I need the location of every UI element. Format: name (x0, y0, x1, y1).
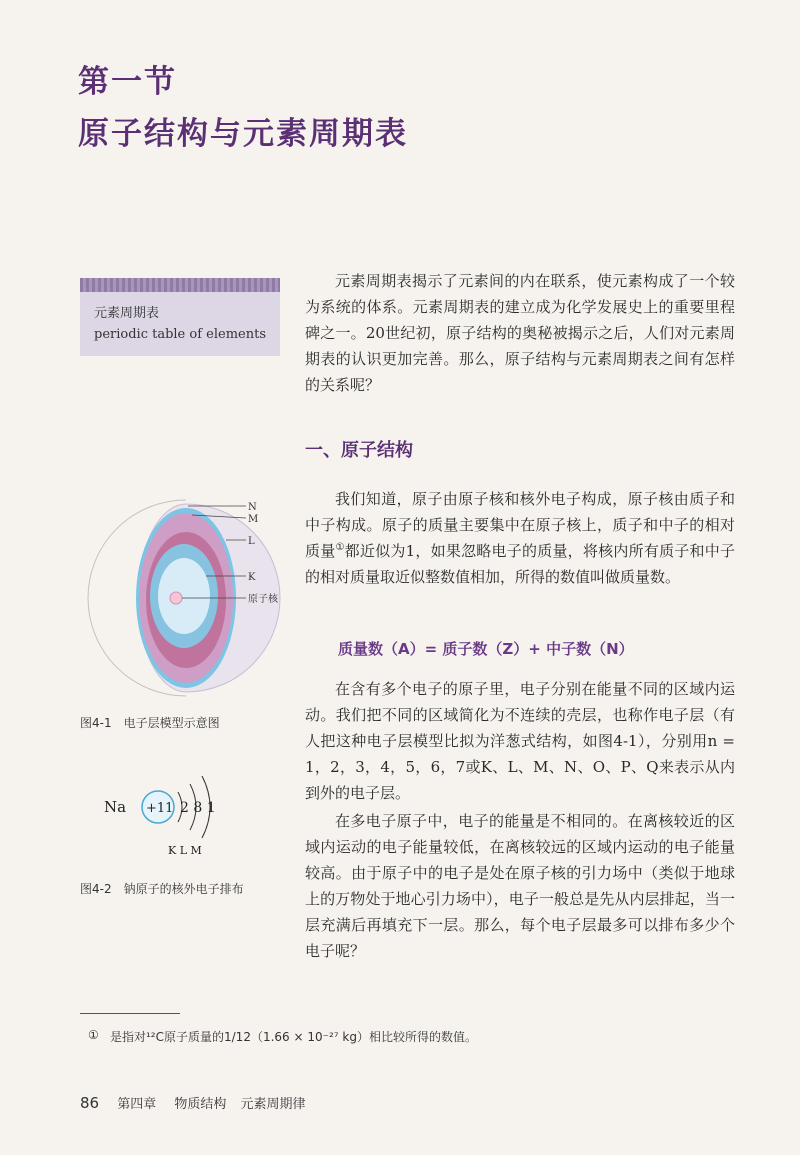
section-name: 原子结构与元素周期表 (78, 116, 408, 152)
para1-text-before: 我们知道，原子由原子核和核外电子构成，原子核由质子和中子构成。原子的质量主要集中在原子核上，质子和中子的相对质量 (305, 490, 735, 560)
paragraph-block-3 (305, 808, 735, 964)
key-term-english: periodic table of elements (94, 327, 266, 342)
mass-number-formula: 质量数（A）= 质子数（Z）+ 中子数（N） (338, 640, 634, 658)
label-k: K (248, 572, 256, 583)
footnote-mark: ① (88, 1028, 99, 1042)
element-symbol: Na (104, 798, 127, 816)
footer-topic-1: 物质结构 (174, 1097, 227, 1112)
figure1-caption: 图4-1 电子层模型示意图 (80, 716, 220, 730)
figure2-caption: 图4-2 钠原子的核外电子排布 (80, 882, 244, 896)
section-number: 第一节 (78, 64, 177, 100)
footnote-ref: ① (335, 542, 345, 553)
footer-topic-2: 元素周期律 (240, 1097, 306, 1112)
footnote-text: 是指对¹²C原子质量的1/12（1.66 × 10⁻²⁷ kg）相比较所得的数值。 (110, 1030, 477, 1044)
shell-k (158, 558, 210, 634)
paragraph-block-2 (305, 676, 735, 806)
section-heading: 一、原子结构 (305, 440, 413, 461)
nucleus-charge: +11 (146, 801, 174, 816)
label-m: M (248, 514, 259, 525)
key-term-box (80, 278, 280, 356)
paragraph-block-1 (305, 486, 735, 590)
label-n: N (248, 502, 257, 513)
electron-counts: 2 8 1 (180, 800, 216, 816)
electron-shell-model-figure (76, 488, 296, 708)
paragraph-energy-levels: 在多电子原子中，电子的能量是不相同的。在离核较近的区域内运动的电子能量较低，在离核较远的区域内运动的电子能量较高。由于原子中的电子是处在原子核的引力场中（类似于地球上的万物处于地心引力场中），电子一般总是先从内层排起，当一层充满后再填充下一层。那么，每个电子层最多可以排布多少个电子呢？ (305, 812, 735, 960)
term-box-band (80, 278, 280, 292)
sodium-electron-configuration-figure (100, 770, 240, 860)
section-title (78, 60, 408, 156)
intro-paragraph: 元素周期表揭示了元素间的内在联系，使元素构成了一个较为系统的体系。元素周期表的建立成为化学发展史上的重要里程碑之一。20世纪初，原子结构的奥秘被揭示之后，人们对元素周期表的认识更加完善。那么，原子结构与元素周期表之间有怎样的关系呢？ (305, 272, 735, 394)
footer-chapter: 第四章 (117, 1097, 157, 1112)
page-number: 86 (80, 1094, 100, 1112)
para1-text-after: 都近似为1，如果忽略电子的质量，将核内所有质子和中子的相对质量取近似整数值相加，所得的数值叫做质量数。 (305, 542, 735, 586)
paragraph-electron-shells: 在含有多个电子的原子里，电子分别在能量不同的区域内运动。我们把不同的区域简化为不连续的壳层，也称作电子层（有人把这种电子层模型比拟为洋葱式结构，如图4-1），分别用n = 1，2，3，4，5，6，7或K、L、M、N、O、P、Q来表示从内到外的电子层。 (305, 680, 735, 802)
label-nucleus: 原子核 (248, 594, 278, 605)
label-l: L (248, 536, 255, 547)
key-term-chinese: 元素周期表 (94, 306, 160, 321)
paragraph-mass-number (305, 486, 735, 590)
nucleus (170, 592, 182, 604)
intro-paragraph-block (305, 268, 735, 398)
footnote (88, 1028, 477, 1045)
footnote-divider (80, 1013, 180, 1014)
page-footer (80, 1093, 306, 1112)
shell-labels: K L M (168, 844, 202, 857)
